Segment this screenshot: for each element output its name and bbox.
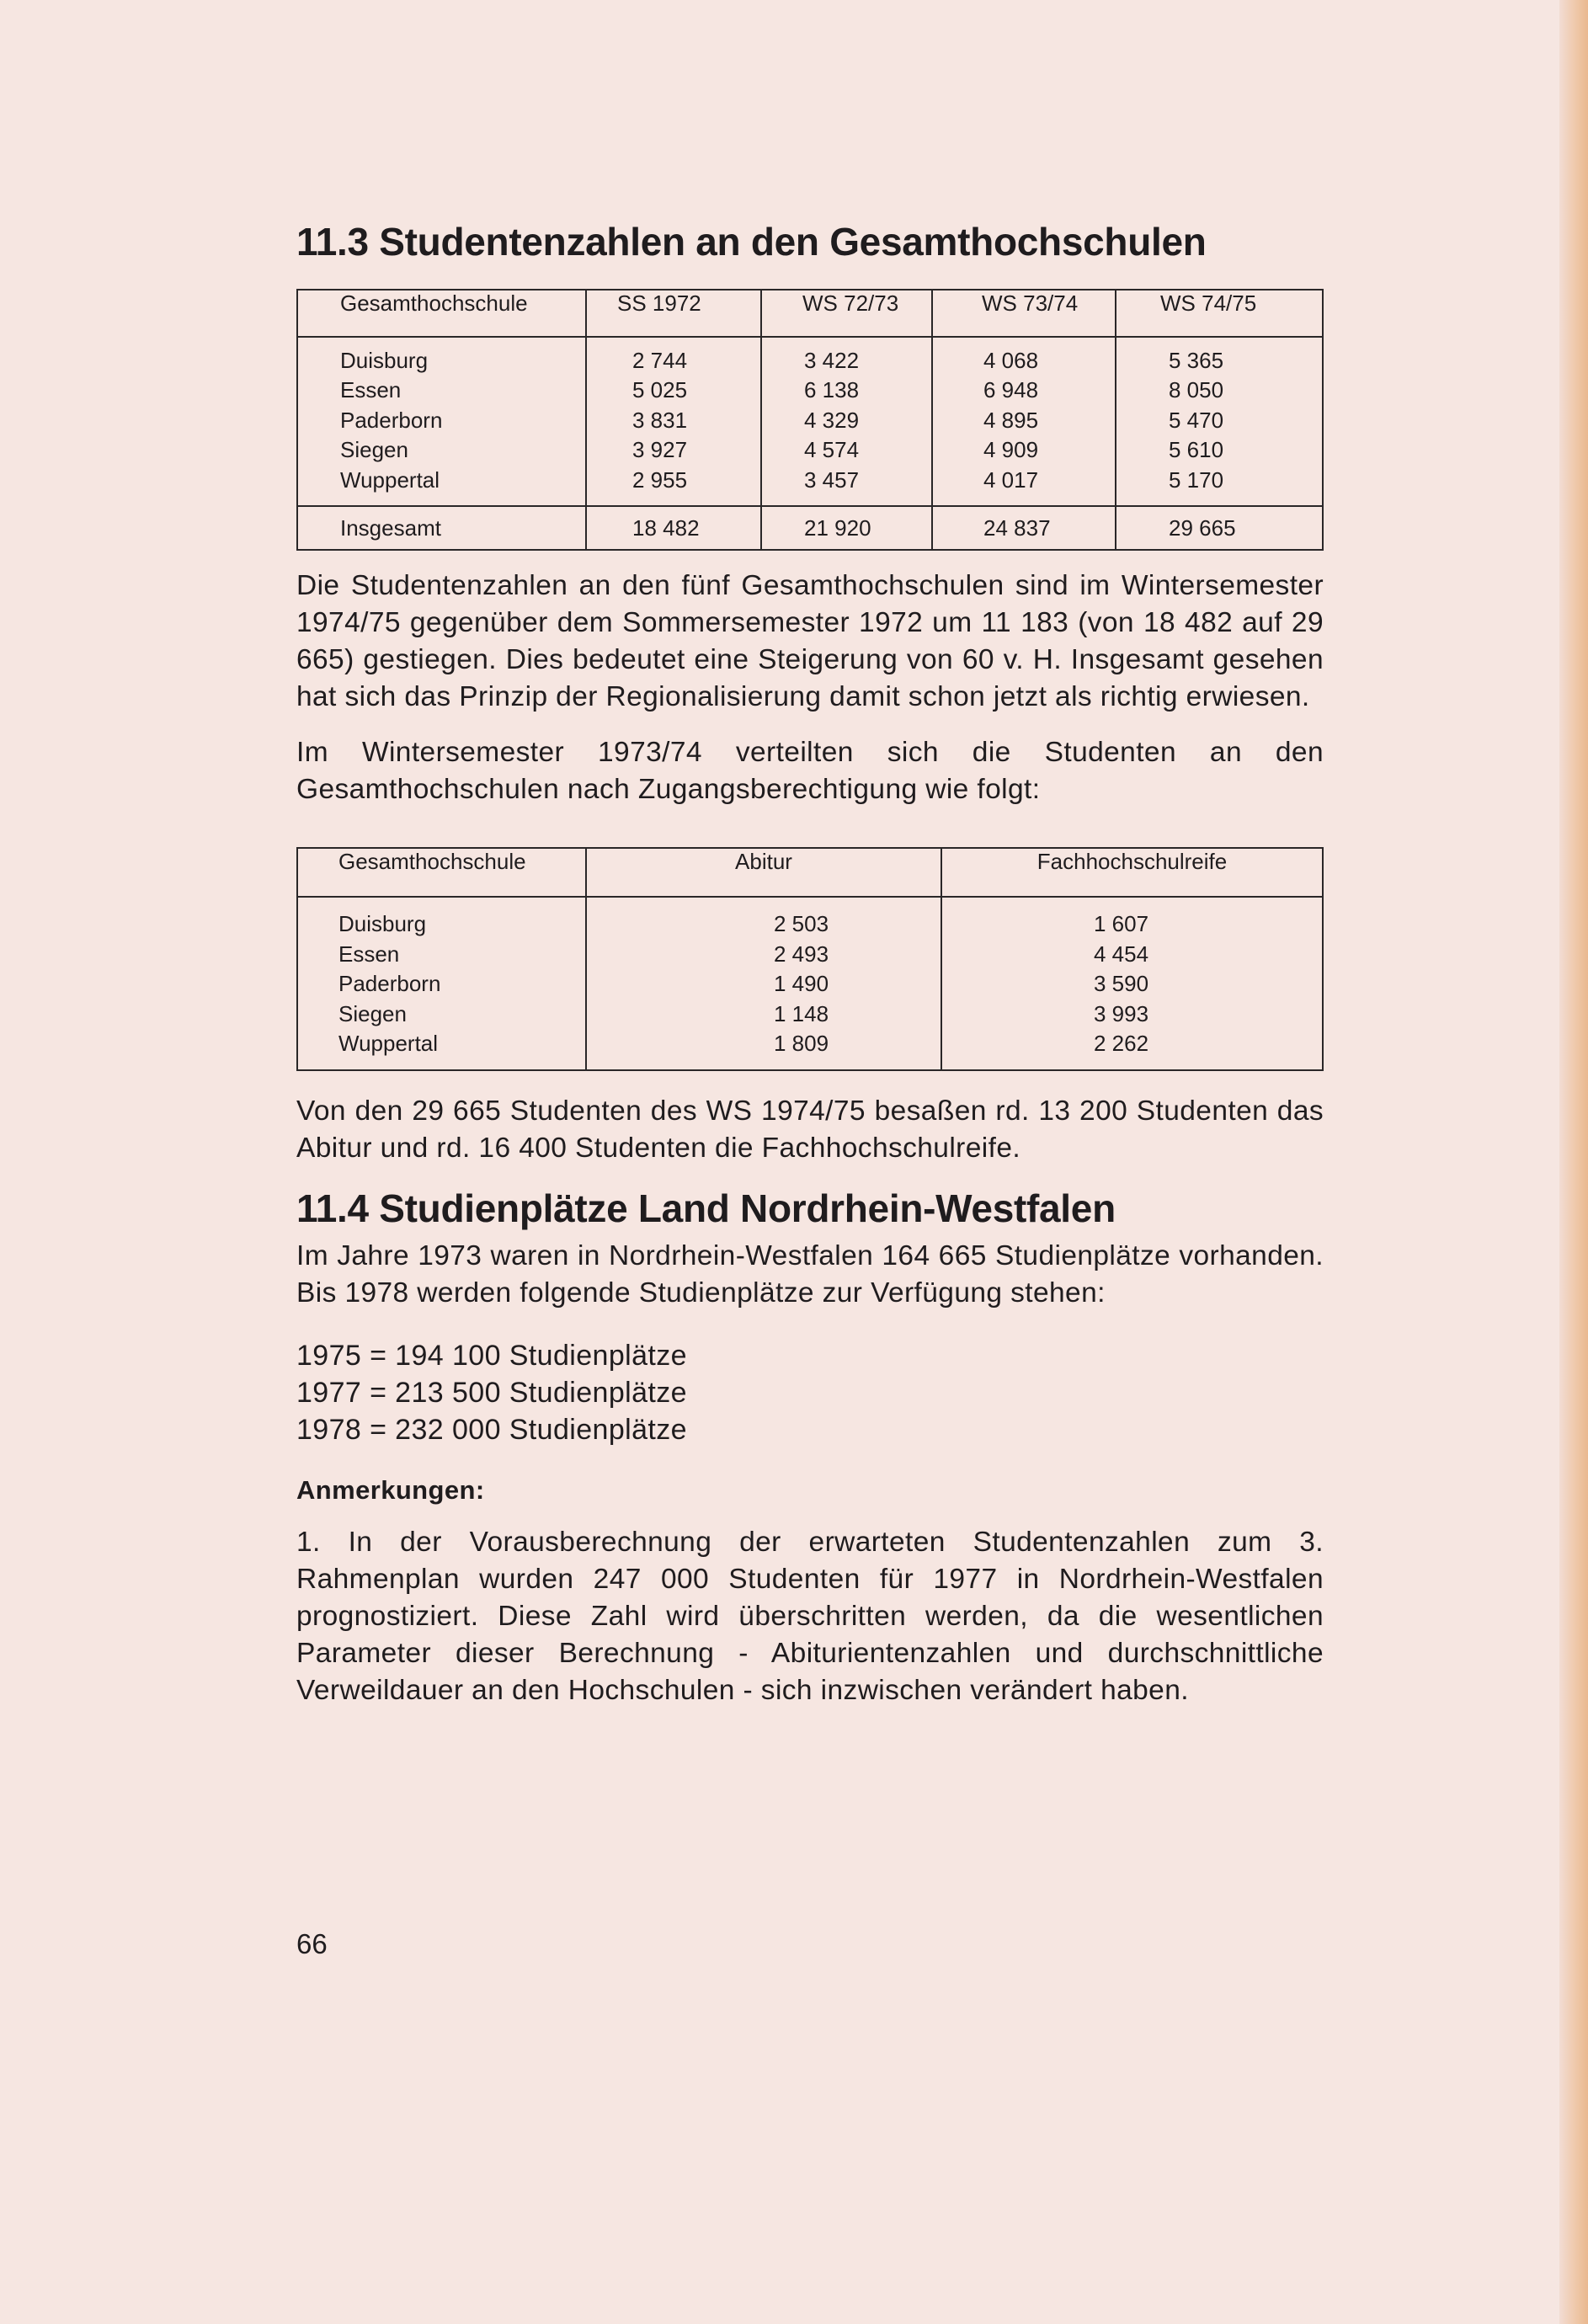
cell-value: 4 329 xyxy=(804,407,860,433)
row-name: Essen xyxy=(340,377,402,403)
row-name: Wuppertal xyxy=(338,1031,439,1057)
row-name: Siegen xyxy=(340,437,408,463)
table-header-row xyxy=(297,290,1323,337)
page-edge xyxy=(1559,0,1588,2324)
cell-value: 4 454 xyxy=(1094,941,1149,967)
document-page xyxy=(296,221,1324,1709)
total-value: 18 482 xyxy=(586,506,761,550)
cell-value: 4 068 xyxy=(983,347,1039,373)
row-name: Paderborn xyxy=(340,407,443,433)
cell-value: 4 574 xyxy=(804,437,860,463)
total-label: Insgesamt xyxy=(297,506,586,550)
values-column xyxy=(761,337,932,507)
cell-value: 1 490 xyxy=(774,971,829,997)
cell-value: 1 607 xyxy=(1094,911,1149,937)
values-column xyxy=(1116,337,1323,507)
cell-value: 3 590 xyxy=(1094,971,1149,997)
cell-value: 2 262 xyxy=(1094,1031,1149,1057)
row-name: Siegen xyxy=(338,1000,407,1026)
cell-value: 6 948 xyxy=(983,377,1039,403)
cell-value: 1 148 xyxy=(774,1000,829,1026)
values-column xyxy=(586,337,761,507)
cell-value: 3 457 xyxy=(804,466,860,493)
cell-value: 3 927 xyxy=(632,437,688,463)
cell-value: 2 493 xyxy=(774,941,829,967)
total-value: 24 837 xyxy=(932,506,1116,550)
total-row xyxy=(297,506,1323,550)
cell-value: 2 503 xyxy=(774,911,829,937)
table-body xyxy=(297,897,1323,1070)
cell-value: 1 809 xyxy=(774,1031,829,1057)
values-column xyxy=(932,337,1116,507)
formula-list xyxy=(296,1337,1324,1448)
paragraph: Die Studentenzahlen an den fünf Gesamthochschulen sind im Wintersemester 1974/75 gegenüber dem Sommersemester 1972 um 11 183 (von 18 482 auf 29 665) gestiegen. Dies bedeutet eine Steigerung von 60 v. H. Insgesamt gesehen hat sich das Prinzip der Regionalisierung damit schon jetzt als richtig erwiesen. xyxy=(296,570,1324,713)
cell-value: 5 470 xyxy=(1169,407,1224,433)
row-name: Duisburg xyxy=(338,911,427,937)
column-header: WS 74/75 xyxy=(1116,290,1323,337)
paragraph: Im Wintersemester 1973/74 verteilten sich die Studenten an den Gesamthochschulen nach Zugangsberechtigung wie folgt: xyxy=(296,737,1324,806)
cell-value: 3 422 xyxy=(804,347,860,373)
cell-value: 5 025 xyxy=(632,377,688,403)
notes-heading: Anmerkungen: xyxy=(296,1475,485,1506)
cell-value: 5 610 xyxy=(1169,437,1224,463)
total-value: 29 665 xyxy=(1116,506,1323,550)
total-value: 21 920 xyxy=(761,506,932,550)
cell-value: 5 365 xyxy=(1169,347,1224,373)
table-header-row xyxy=(297,848,1323,897)
column-header: SS 1972 xyxy=(586,290,761,337)
paragraph: Von den 29 665 Studenten des WS 1974/75 besaßen rd. 13 200 Studenten das Abitur und rd. 16 400 Studenten die Fachhochschulreife. xyxy=(296,1095,1324,1164)
abitur-column xyxy=(586,897,941,1070)
cell-value: 4 017 xyxy=(983,466,1039,493)
formula-line: 1977 = 213 500 Studienplätze xyxy=(296,1377,687,1410)
section-heading-11-4: 11.4 Studienplätze Land Nordrhein-Westfalen xyxy=(296,1186,1116,1230)
column-header: WS 73/74 xyxy=(932,290,1116,337)
names-column xyxy=(297,897,586,1070)
fhr-column xyxy=(941,897,1323,1070)
column-header: Fachhochschulreife xyxy=(941,848,1323,897)
page-number: 66 xyxy=(296,1928,328,1959)
names-column xyxy=(297,337,586,507)
section-heading-11-3: 11.3 Studentenzahlen an den Gesamthochschulen xyxy=(296,220,1207,264)
column-header: Gesamthochschule xyxy=(297,290,586,337)
row-name: Paderborn xyxy=(338,971,441,997)
cell-value: 3 993 xyxy=(1094,1000,1149,1026)
row-name: Wuppertal xyxy=(340,466,440,493)
cell-value: 4 909 xyxy=(983,437,1039,463)
note-paragraph: 1. In der Vorausberechnung der erwarteten Studentenzahlen zum 3. Rahmenplan wurden 247 000 Studenten für 1977 in Nordrhein-Westfalen prognostiziert. Diese Zahl wird überschritten werden, da die wesentlichen Parameter dieser Berechnung - Abiturientenzahlen und durchschnittliche Verweildauer an den Hochschulen - sich inzwischen verändert haben. xyxy=(296,1527,1324,1707)
formula-line: 1975 = 194 100 Studienplätze xyxy=(296,1340,687,1373)
access-table xyxy=(296,847,1324,1071)
formula-line: 1978 = 232 000 Studienplätze xyxy=(296,1414,687,1447)
column-header: Gesamthochschule xyxy=(297,848,586,897)
cell-value: 6 138 xyxy=(804,377,860,403)
row-name: Essen xyxy=(338,941,400,967)
cell-value: 8 050 xyxy=(1169,377,1224,403)
column-header: Abitur xyxy=(586,848,941,897)
row-name: Duisburg xyxy=(340,347,429,373)
cell-value: 5 170 xyxy=(1169,466,1224,493)
cell-value: 2 955 xyxy=(632,466,688,493)
students-table xyxy=(296,289,1324,552)
cell-value: 2 744 xyxy=(632,347,688,373)
column-header: WS 72/73 xyxy=(761,290,932,337)
table-body xyxy=(297,337,1323,507)
paragraph: Im Jahre 1973 waren in Nordrhein-Westfalen 164 665 Studienplätze vorhanden. Bis 1978 werden folgende Studienplätze zur Verfügung stehen: xyxy=(296,1240,1324,1309)
cell-value: 4 895 xyxy=(983,407,1039,433)
cell-value: 3 831 xyxy=(632,407,688,433)
